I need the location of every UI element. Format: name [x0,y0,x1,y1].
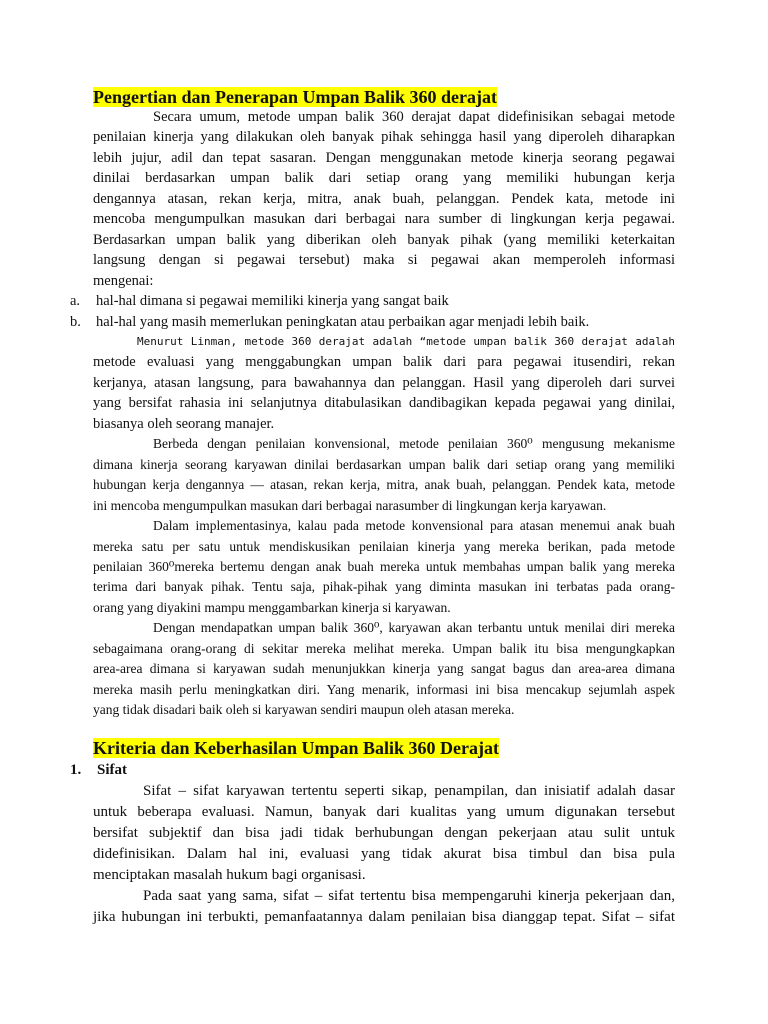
paragraph-line: langsung dengan si pegawai tersebut) maka si pegawai akan memperoleh informasi [93,252,675,269]
list-marker: a. [70,293,81,310]
paragraph-line: mereka masih perlu meningkatkan diri. Yang menarik, informasi ini bisa mencakup sejumlah aspek [93,681,675,697]
paragraph-line: Dalam implementasinya, kalau pada metode konvensional para atasan menemui anak buah [153,518,675,534]
paragraph-line: Sifat – sifat karyawan tertentu seperti sikap, penampilan, dan inisiatif adalah dasar [143,782,675,799]
list-item-text: hal-hal yang masih memerlukan peningkatan atau perbaikan agar menjadi lebih baik. [96,313,590,330]
text-column [70,87,675,928]
paragraph-line: ini mencoba mengumpulkan masukan dari berbagai narasumber di lingkungan kerja karyawan. [93,497,607,513]
paragraph-line: area-area dimana si karyawan sudah menunjukkan kinerja yang sangat bagus dan area-area dimana [93,661,675,677]
list-marker: b. [70,313,81,330]
paragraph-line: orang yang diyakini mampu menggambarkan kinerja si karyawan. [93,599,451,615]
paragraph-intro [93,107,675,291]
paragraph-line: jika hubungan ini terbukti, pemanfaatannya dalam penilaian bisa dianggap tepat. Sifat – sifat [93,908,675,925]
paragraph-line: mereka satu per satu untuk mendiskusikan penilaian kinerja yang mereka berikan, pada metode [93,538,675,554]
paragraph-line: mengenai: [93,272,154,289]
paragraph-line: dengannya atasan, rekan kerja, mitra, anak buah, pelanggan. Pendek kata, metode ini [93,190,675,207]
paragraph-line: lebih jujur, adil dan tepat sasaran. Dengan menggunakan metode kinerja seorang pegawai [93,149,675,166]
paragraph-line: menciptakan masalah hukum bagi organisasi. [93,866,366,883]
paragraph-linman [93,332,675,434]
paragraph-line: biasanya oleh seorang manajer. [93,415,275,432]
paragraph-line: Secara umum, metode umpan balik 360 derajat dapat didefinisikan sebagai metode [153,109,675,125]
highlighted-heading-text: Pengertian dan Penerapan Umpan Balik 360 derajat [93,87,498,107]
list-item [70,291,675,311]
numbered-item-heading [70,760,675,781]
list-item [70,312,675,332]
item-number: 1. [70,761,82,778]
paragraph-line: dinilai berdasarkan umpan balik dari setiap orang yang memiliki hubungan kerja [93,170,675,187]
paragraph-line: hubungan kerja dengannya — atasan, rekan kerja, mitra, anak buah, pelanggan. Pendek kata, metode [93,477,675,493]
paragraph-line: kerjanya, atasan langsung, para bawahannya dan pelanggan. Hasil yang diperoleh dari survei [93,374,675,391]
paragraph-line: yang tidak disadari baik oleh si karyawan sendiri maupun oleh atasan mereka. [93,702,515,718]
section-heading-pengertian [93,87,675,107]
paragraph-line: Berbeda dengan penilaian konvensional, metode penilaian 360⁰ mengusung mekanisme [153,436,675,452]
paragraph-line: metode evaluasi yang menggabungkan umpan balik dari para pegawai itusendiri, rekan [93,354,675,371]
lettered-list [70,291,675,332]
paragraph-line: untuk beberapa evaluasi. Namun, banyak dari kualitas yang umum digunakan tersebut [93,803,675,820]
highlighted-heading-text: Kriteria dan Keberhasilan Umpan Balik 360 Derajat [93,738,499,759]
paragraph-mendapatkan [93,618,675,720]
paragraph-line: penilaian 360⁰mereka bertemu dengan anak buah mereka untuk membahas umpan balik yang mereka [93,558,675,574]
paragraph-line: sebagaimana orang-orang di sekitar mereka melihat mereka. Umpan balik itu bisa mengungkapkan [93,640,675,656]
paragraph-line: didefinisikan. Dalam hal ini, evaluasi yang tidak akurat bisa timbul dan bisa pula [93,845,675,862]
paragraph-berbeda [93,434,675,516]
paragraph-line: Pada saat yang sama, sifat – sifat tertentu bisa mempengaruhi kinerja pekerjaan dan, [143,887,675,904]
paragraph-line: penilaian kinerja yang dilakukan oleh banyak pihak sehingga hasil yang diperoleh diharapkan [93,129,675,146]
item-title: Sifat [97,761,127,778]
paragraph-line: Berdasarkan umpan balik yang diberikan oleh banyak pihak (yang memiliki keterkaitan [93,231,675,248]
paragraph-sifat [93,781,675,886]
paragraph-line: bersifat subjektif dan bisa jadi tidak berhubungan dengan pekerjaan atau sulit untuk [93,824,675,841]
paragraph-line: yang bersifat rahasia ini selanjutnya ditabulasikan dandibagikan kepada pegawai yang dinilai, [93,395,675,412]
paragraph-line: dimana kinerja seorang karyawan dinilai berdasarkan umpan balik dari setiap orang yang memiliki [93,456,675,472]
paragraph-line: Dengan mendapatkan umpan balik 360⁰, karyawan akan terbantu untuk menilai diri mereka [153,620,675,636]
paragraph-pada-saat [93,886,675,928]
paragraph-implementasi [93,516,675,618]
paragraph-line: Menurut Linman, metode 360 derajat adalah “metode umpan balik 360 derajat adalah [137,334,675,348]
paragraph-line: mencoba mengumpulkan masukan dari berbagai nara sumber di lingkungan kerja pegawai. [93,211,675,228]
list-item-text: hal-hal dimana si pegawai memiliki kinerja yang sangat baik [96,293,449,310]
section-kriteria-body [70,760,675,928]
section-heading-kriteria [93,738,675,758]
paragraph-line: terima dari banyak pihak. Tentu saja, pihak-pihak yang diminta masukan ini terbatas pada orang- [93,579,675,595]
